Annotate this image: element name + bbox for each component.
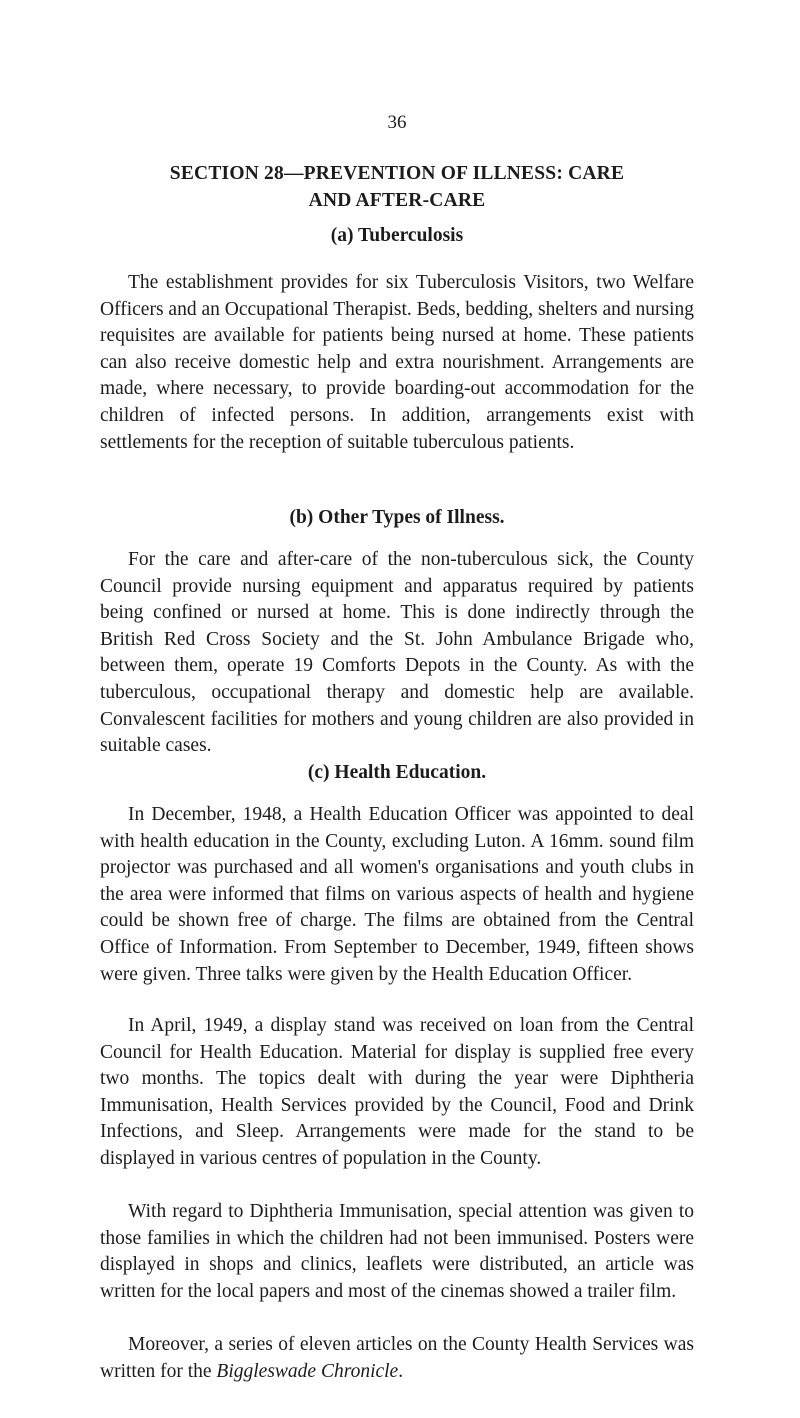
publication-name: Biggleswade Chronicle [216,1360,399,1382]
paragraph-tuberculosis: The establishment provides for six Tuberculosis Visitors, two Welfare Officers and an Occupational Therapist. Beds, bedding, shelters and nursing requisites are available for patients being nursed at home. These patients can also receive domestic help and extra nourishment. Arrangements are made, where necessary, to provide boarding-out accommodation for the children of infected persons. In addition, arrangements exist with settlements for the reception of suitable tuberculous patients. [100,272,694,453]
paragraph-health-education-3: With regard to Diphtheria Immunisation, special attention was given to those families in which the children had not been immunised. Posters were displayed in shops and clinics, leaflets were distributed, an article was written for the local papers and most of the cinemas showed a trailer film. [100,1201,694,1302]
paragraph-other-illness: For the care and after-care of the non-tuberculous sick, the County Council provide nursing equipment and apparatus required by patients being confined or nursed at home. This is done indirectly through the British Red Cross Society and the St. John Ambulance Brigade who, between them, operate 19 Comforts Depots in the County. As with the tuberculous, occupational therapy and domestic help are available. Convalescent facilities for mothers and young children are also provided in suitable cases. [100,549,694,757]
heading-other-illness: (b) Other Types of Illness. [289,507,505,528]
paragraph-health-education-1: In December, 1948, a Health Education Officer was appointed to deal with health education in the County, excluding Luton. A 16mm. sound film projector was purchased and all women's organisations and youth clubs in the area were informed that films on various aspects of health and hygiene could be shown free of charge. The films are obtained from the Central Office of Information. From September to December, 1949, fifteen shows were given. Three talks were given by the Health Education Officer. [100,804,694,985]
paragraph-4-end: . [398,1360,404,1382]
section-title-line-2: AND AFTER-CARE [308,190,486,211]
heading-health-education: (c) Health Education. [307,762,487,783]
paragraph-health-education-2: In April, 1949, a display stand was received on loan from the Central Council for Health Education. Material for display is supplied free every two months. The topics dealt with during the year were Diphtheria Immunisation, Health Services provided by the Council, Food and Drink Infections, and Sleep. Arrangements were made for the stand to be displayed in various centres of population in the County. [100,1015,694,1169]
section-title [100,160,694,214]
heading-tuberculosis: (a) Tuberculosis [330,225,464,246]
paragraph-4-text: Moreover, a series of eleven articles on the County Health Services was written for the [100,1334,694,1382]
page-number: 36 [387,112,407,133]
section-title-line-1: SECTION 28—PREVENTION OF ILLNESS: CARE [169,163,625,184]
paragraph-health-education-4 [100,1332,694,1385]
